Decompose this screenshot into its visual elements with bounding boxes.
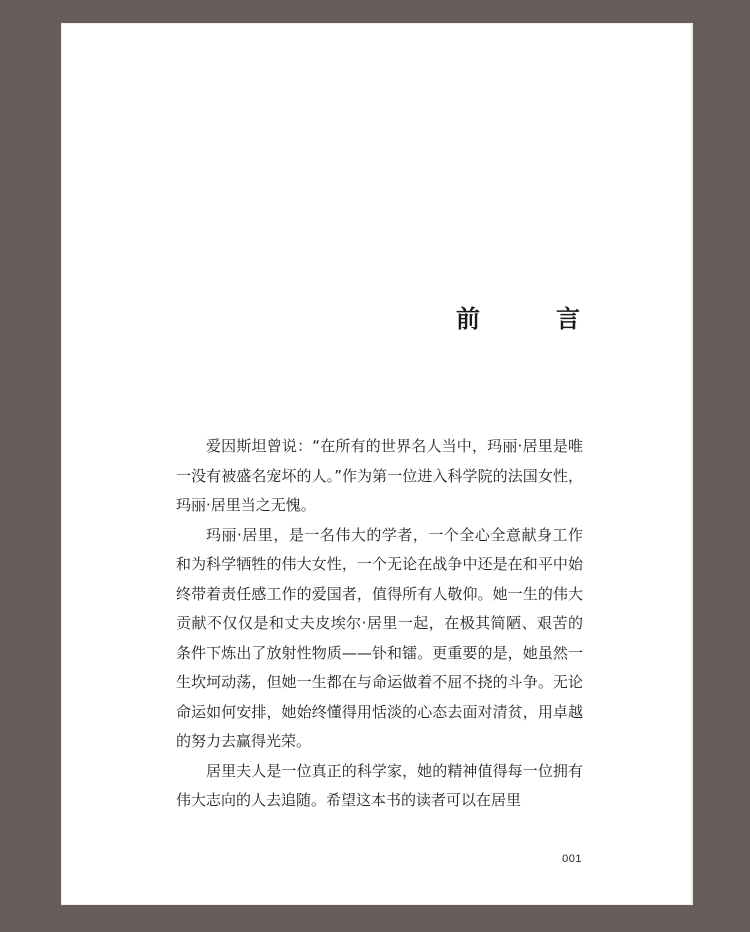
body-text xyxy=(176,432,583,816)
paragraph: 居里夫人是一位真正的科学家，她的精神值得每一位拥有伟大志向的人去追随。希望这本书的读者可以在居里 xyxy=(176,761,583,809)
paragraph: 爱因斯坦曾说：“在所有的世界名人当中，玛丽·居里是唯一没有被盛名宠坏的人。”作为第一位进入科学院的法国女性，玛丽·居里当之无愧。 xyxy=(176,437,583,514)
page-number: 001 xyxy=(562,853,582,865)
book-page xyxy=(61,23,693,905)
page-title: 前 言 xyxy=(456,304,606,333)
paragraph: 玛丽·居里，是一名伟大的学者，一个全心全意献身工作和为科学牺牲的伟大女性，一个无论在战争中还是在和平中始终带着责任感工作的爱国者，值得所有人敬仰。她一生的伟大贡献不仅仅是和丈夫皮埃尔·居里一起，在极其简陋、艰苦的条件下炼出了放射性物质——钋和镭。更重要的是，她虽然一生坎坷动荡，但她一生都在与命运做着不屈不挠的斗争。无论命运如何安排，她始终懂得用恬淡的心态去面对清贫，用卓越的努力去赢得光荣。 xyxy=(176,525,583,750)
